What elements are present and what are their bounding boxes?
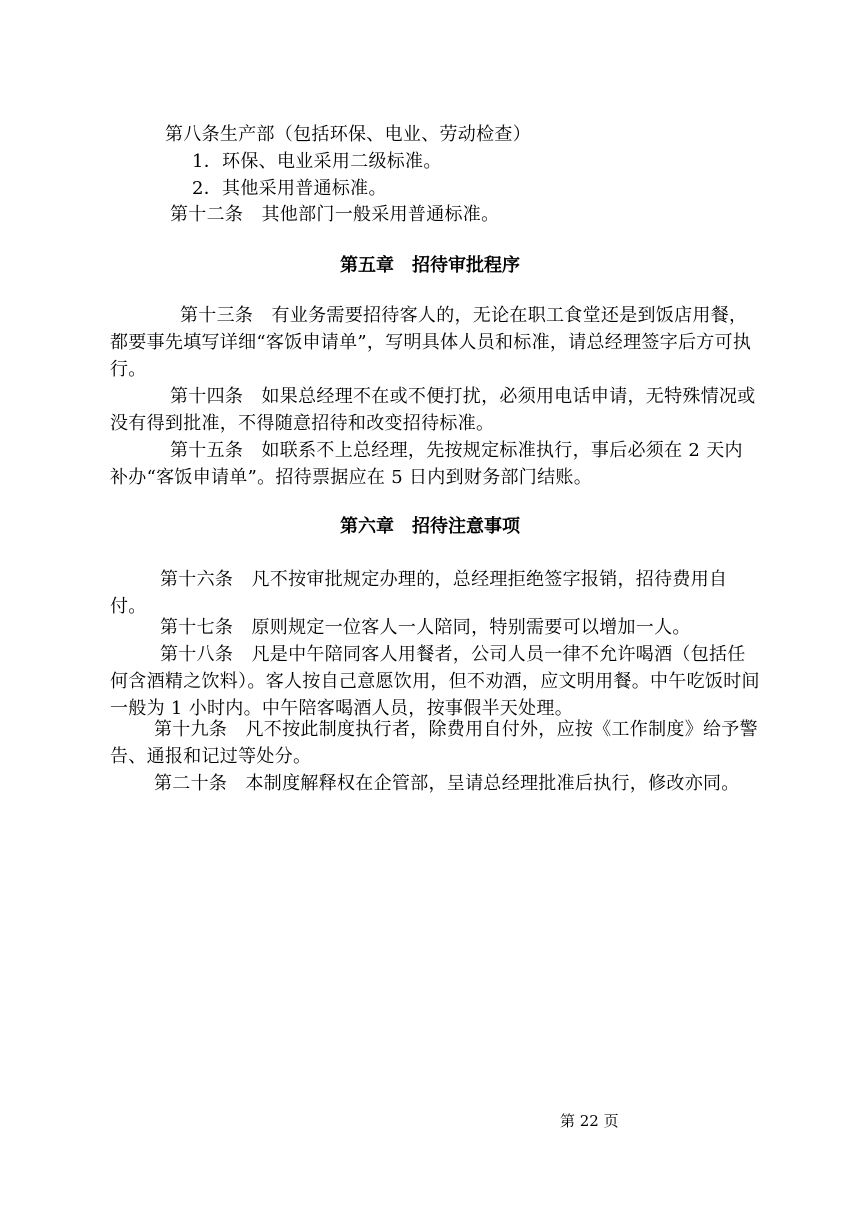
article-8-item-2: 2．其他采用普通标准。: [192, 178, 387, 199]
article-8-item-1: 1．环保、电业采用二级标准。: [192, 151, 442, 172]
article-8-heading: 第八条生产部（包括环保、电业、劳动检查）: [165, 124, 531, 145]
article-18: 第十八条 凡是中午陪同客人用餐者，公司人员一律不允许喝酒（包括任何含酒精之饮料）。客人按自己意愿饮用，但不劝酒，应文明用餐。中午吃饭时间一般为 1 小时内。中午陪客喝酒人员，按事假半天处理。: [110, 644, 760, 719]
article-20: 第二十条 本制度解释权在企管部，呈请总经理批准后执行，修改亦同。: [154, 773, 740, 794]
article-14: 第十四条 如果总经理不在或不便打扰，必须用电话申请，无特殊情况或没有得到批准，不得随意招待和改变招待标准。: [110, 386, 756, 434]
article-19: 第十九条 凡不按此制度执行者，除费用自付外，应按《工作制度》给予警告、通报和记过等处分。: [110, 719, 758, 767]
chapter-6-title: 第六章 招待注意事项: [340, 516, 520, 537]
chapter-5-title: 第五章 招待审批程序: [340, 255, 520, 276]
article-17: 第十七条 原则规定一位客人一人陪同，特别需要可以增加一人。: [160, 617, 691, 638]
article-12: 第十二条 其他部门一般采用普通标准。: [170, 204, 500, 225]
article-13: 第十三条 有业务需要招待客人的，无论在职工食堂还是到饭店用餐，都要事先填写详细“客饭申请单”，写明具体人员和标准，请总经理签字后方可执行。: [110, 305, 752, 380]
article-15: 第十五条 如联系不上总经理，先按规定标准执行，事后必须在 2 天内补办“客饭申请单”。招待票据应在 5 日内到财务部门结账。: [110, 440, 743, 488]
page-number: 第 22 页: [560, 1112, 619, 1130]
article-16: 第十六条 凡不按审批规定办理的，总经理拒绝签字报销，招待费用自付。: [110, 569, 728, 617]
